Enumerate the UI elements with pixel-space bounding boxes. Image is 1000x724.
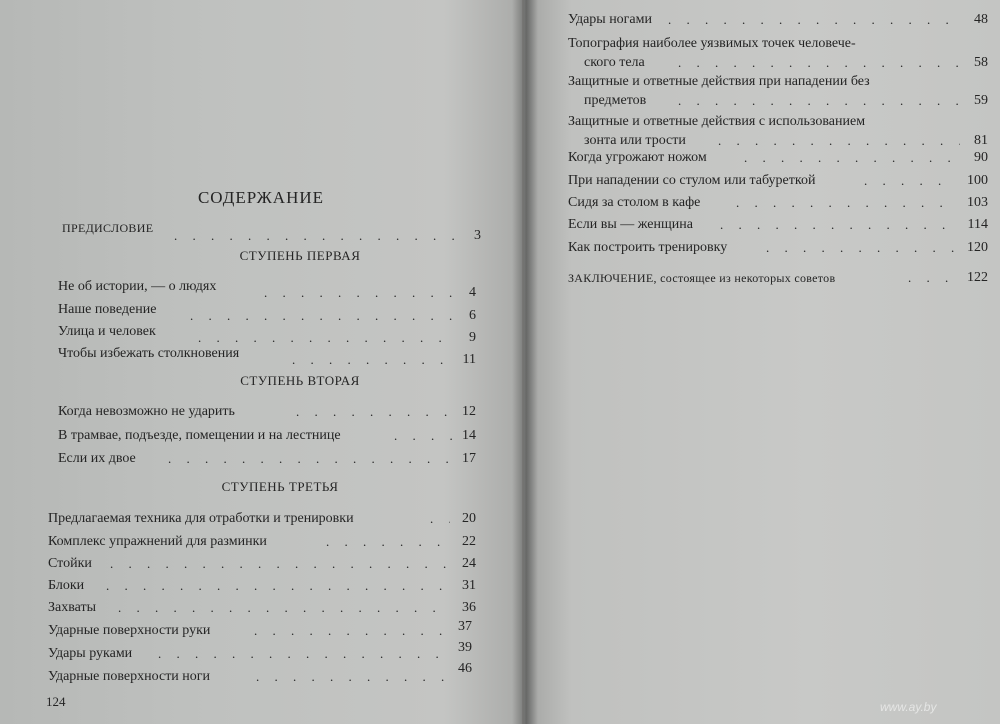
- dot-leader: [766, 238, 954, 258]
- toc-entry-preface: [62, 218, 481, 243]
- toc-entry-title: Если вы — женщина: [568, 217, 693, 232]
- toc-entry-two-line: [568, 72, 988, 112]
- toc-entry-page: 48: [974, 12, 988, 27]
- toc-entry-conclusion: [568, 268, 988, 288]
- toc-entry: [58, 426, 476, 446]
- toc-entry-title: Как построить тренировку: [568, 240, 728, 255]
- toc-entry: [48, 640, 472, 664]
- toc-entry-title: Удары руками: [48, 646, 133, 661]
- toc-entry-title: В трамвае, подъезде, помещении и на лестнице: [58, 428, 341, 443]
- toc-entry-title: Предлагаемая техника для отработки и тренировки: [48, 511, 354, 526]
- watermark: www.ay.by: [880, 700, 937, 714]
- toc-entry: [568, 148, 988, 168]
- toc-entry: [48, 576, 476, 596]
- dot-leader: [254, 621, 446, 641]
- toc-entry-page: 12: [462, 404, 476, 419]
- toc-entry-page: 120: [967, 240, 988, 255]
- toc-entry-title: Если их двое: [58, 451, 136, 466]
- toc-entry-page: 103: [967, 195, 988, 210]
- toc-entry-two-line: [568, 112, 988, 152]
- toc-entry-title: Захваты: [48, 600, 97, 615]
- toc-entry: [48, 598, 476, 618]
- toc-entry-title-line2: предметов: [584, 93, 647, 108]
- dot-leader: [174, 226, 463, 246]
- toc-entry-page: 58: [974, 55, 988, 70]
- dot-leader: [326, 532, 450, 552]
- toc-entry-title: Сидя за столом в кафе: [568, 195, 701, 210]
- toc-entry-title: Чтобы избежать столкновения: [58, 346, 240, 361]
- toc-entry: [58, 344, 476, 367]
- toc-entry: [568, 238, 988, 258]
- dot-leader: [864, 171, 954, 191]
- toc-entry: [568, 10, 988, 30]
- toc-entry-title: Улица и человек: [58, 324, 156, 339]
- toc-entry: [568, 193, 988, 213]
- dot-leader: [430, 509, 450, 529]
- dot-leader: [106, 576, 450, 596]
- toc-entry-page: 3: [474, 228, 481, 243]
- right-page: [524, 0, 1000, 724]
- toc-entry-title: Ударные поверхности ноги: [48, 669, 211, 684]
- dot-leader: [158, 644, 446, 664]
- dot-leader: [668, 10, 960, 30]
- toc-entry-title: Не об истории, — о людях: [58, 279, 217, 294]
- toc-entry: [48, 661, 472, 687]
- toc-entry-page: 122: [967, 270, 988, 285]
- dot-leader: [394, 426, 454, 446]
- section-title-second: СТУПЕНЬ ВТОРАЯ: [240, 373, 360, 388]
- toc-entry: [568, 215, 988, 235]
- toc-entry-title: Наше поведение: [58, 302, 157, 317]
- dot-leader: [296, 402, 454, 422]
- dot-leader: [678, 91, 960, 110]
- toc-entry-title: Ударные поверхности руки: [48, 623, 211, 638]
- toc-entry-title-line2: ского тела: [584, 55, 645, 70]
- dot-leader: [118, 598, 450, 618]
- toc-entry-title: ЗАКЛЮЧЕНИЕ, состоящее из некоторых советов: [568, 271, 836, 285]
- toc-entry-title: Когда угрожают ножом: [568, 150, 707, 165]
- dot-leader: [720, 215, 954, 235]
- toc-entry-title-line2: зонта или трости: [584, 133, 686, 148]
- toc-entry-page: 14: [462, 428, 476, 443]
- toc-entry-title: Комплекс упражнений для разминки: [48, 534, 267, 549]
- dot-leader: [744, 148, 960, 168]
- section-title-first: СТУПЕНЬ ПЕРВАЯ: [239, 248, 361, 263]
- section-title-third: СТУПЕНЬ ТРЕТЬЯ: [221, 479, 339, 494]
- toc-entry: [568, 171, 988, 191]
- toc-entry: [58, 277, 476, 300]
- toc-entry-title-line1: Защитные и ответные действия при нападении без: [568, 74, 870, 89]
- toc-entry-page: 46: [458, 661, 472, 676]
- toc-entry-page: 39: [458, 640, 472, 655]
- dot-leader: [292, 350, 454, 370]
- toc-entry-page: 36: [462, 600, 476, 615]
- toc-entry-page: 9: [469, 330, 476, 345]
- toc-entry-page: 59: [974, 93, 988, 108]
- toc-entry-page: 37: [458, 619, 472, 634]
- book-gutter: [512, 0, 538, 724]
- toc-entry: [58, 402, 476, 422]
- toc-entry: [48, 554, 476, 574]
- toc-entry-page: 24: [462, 556, 476, 571]
- dot-leader: [168, 449, 454, 469]
- toc-entry: [58, 322, 476, 345]
- toc-entry-title: Блоки: [48, 578, 85, 593]
- dot-leader: [908, 268, 954, 288]
- toc-entry-page: 20: [462, 511, 476, 526]
- toc-entry-page: 17: [462, 451, 476, 466]
- dot-leader: [678, 53, 960, 72]
- toc-entry-title: Когда невозможно не ударить: [58, 404, 235, 419]
- toc-entry-page: 6: [469, 308, 476, 323]
- dot-leader: [256, 667, 446, 687]
- toc-entry-page: 4: [469, 285, 476, 300]
- toc-heading: СОДЕРЖАНИЕ: [197, 188, 325, 207]
- toc-entry: [48, 509, 476, 529]
- toc-entry-page: 31: [462, 578, 476, 593]
- dot-leader: [110, 554, 450, 574]
- toc-entry-title: ПРЕДИСЛОВИЕ: [62, 221, 154, 235]
- toc-entry-title-line1: Топография наиболее уязвимых точек человече-: [568, 36, 856, 51]
- toc-entry-title: Стойки: [48, 556, 92, 571]
- toc-entry-two-line: [568, 34, 988, 74]
- toc-entry-page: 22: [462, 534, 476, 549]
- toc-entry-title: Удары ногами: [568, 12, 652, 27]
- toc-entry: [58, 449, 476, 469]
- toc-entry-title-line1: Защитные и ответные действия с использованием: [568, 114, 866, 129]
- toc-entry-title: При нападении со стулом или табуреткой: [568, 173, 816, 188]
- toc-entry-page: 11: [462, 352, 476, 367]
- toc-entry-page: 114: [967, 217, 988, 232]
- toc-entry: [58, 300, 476, 323]
- toc-entry: [48, 532, 476, 552]
- toc-entry-page: 81: [974, 133, 988, 148]
- dot-leader: [736, 193, 954, 213]
- toc-entry-page: 90: [974, 150, 988, 165]
- toc-entry-page: 100: [967, 173, 988, 188]
- toc-entry: [48, 621, 472, 641]
- page-number: 124: [46, 694, 66, 709]
